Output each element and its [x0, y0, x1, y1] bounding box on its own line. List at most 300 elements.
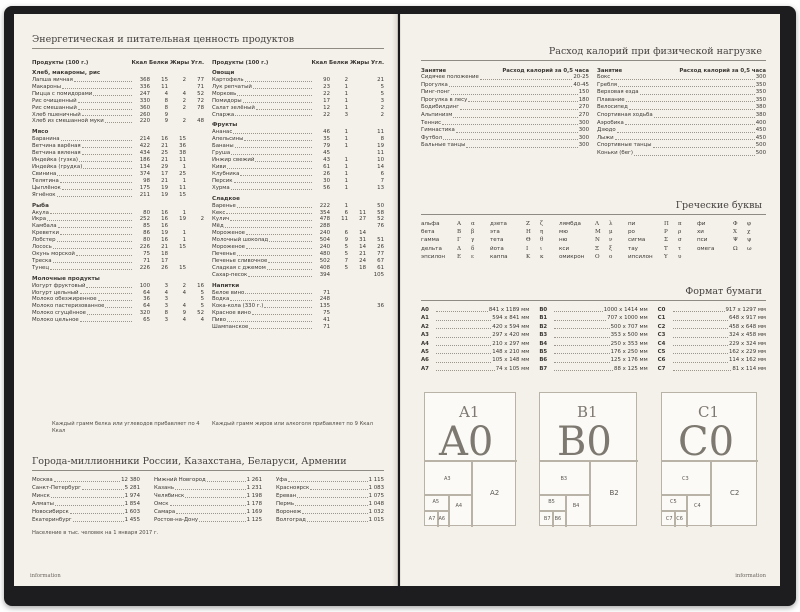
- product-name: Треска: [32, 257, 52, 264]
- greek-lower: φ: [747, 221, 751, 227]
- city-row: [154, 484, 262, 492]
- value-cell: [349, 290, 366, 297]
- product-name: Инжир свежий: [212, 157, 255, 164]
- value-cell: 7: [380, 177, 384, 184]
- leader-dots: [451, 89, 578, 95]
- value-cell: [187, 223, 204, 230]
- leader-dots: [73, 516, 124, 522]
- value-cell: [349, 185, 366, 192]
- paper-column: [539, 306, 647, 373]
- calories-col-2: Занятие Расход калорий за 0,5 часа Бокс 300 Гребля 350 Верховая езда 350 Плавание 350 Велосипед 380 Спортивная ходьба 380 Аэробика 400 Дзюдо 450 Лыжи 450 Спортивные танцы 500 Коньки (бег) 500: [597, 68, 766, 156]
- format-mid-label: A1: [459, 403, 480, 421]
- greek-cell: [490, 220, 559, 228]
- calorie-value: 500: [755, 149, 766, 156]
- value-cell: [187, 265, 204, 272]
- leader-dots: [80, 290, 132, 295]
- value-cell: 26: [323, 170, 330, 177]
- split-line: [686, 494, 688, 528]
- product-name: Варенье: [212, 202, 236, 209]
- city-population: 1 083: [368, 485, 384, 491]
- leader-dots: [93, 91, 132, 96]
- product-name: Белое вино: [212, 289, 245, 296]
- value-cell: [187, 244, 204, 251]
- value-cell: 18: [161, 250, 168, 257]
- paper-column: [658, 306, 766, 373]
- nutrition-values: [313, 317, 384, 324]
- value-cell: 5: [380, 90, 384, 97]
- value-cell: 288: [319, 223, 330, 230]
- nutrition-values: [133, 84, 204, 91]
- format-name: A0: [421, 307, 429, 313]
- paper-row: [658, 356, 766, 364]
- greek-name: омега: [697, 245, 715, 252]
- calorie-row: [421, 127, 589, 135]
- value-cell: 77: [377, 250, 384, 257]
- product-name: Тунец: [32, 264, 49, 271]
- activity-name: Сидячее положение: [421, 74, 479, 80]
- calorie-row: [421, 104, 589, 112]
- format-big-label: A0: [439, 419, 494, 465]
- greek-cell: [421, 228, 490, 236]
- leader-dots: [436, 314, 491, 320]
- city-row: [154, 500, 262, 508]
- leader-dots: [87, 310, 132, 315]
- value-cell: 21: [161, 244, 168, 251]
- nutrition-values: [133, 303, 204, 310]
- value-cell: 226: [139, 244, 150, 251]
- nutrition-values: [313, 272, 384, 279]
- greek-upper: Υ: [664, 253, 668, 260]
- leader-dots: [62, 185, 132, 190]
- value-cell: 71: [197, 83, 204, 90]
- table-row: [212, 105, 384, 112]
- value-cell: 1: [344, 90, 348, 97]
- value-cell: 25: [161, 150, 168, 157]
- nutrition-values: [133, 216, 204, 223]
- value-cell: 2: [182, 77, 186, 83]
- leader-dots: [554, 365, 613, 371]
- paper-row: [539, 331, 647, 339]
- activity-name: Верховая езда: [597, 89, 639, 96]
- split-line: [710, 460, 712, 527]
- city-name: Новосибирск: [32, 509, 69, 515]
- value-cell: 320: [139, 310, 150, 317]
- city-name: Самара: [154, 509, 176, 515]
- value-cell: 15: [179, 191, 186, 198]
- format-label: A3: [444, 476, 451, 483]
- city-name: Омск: [154, 501, 169, 507]
- leader-dots: [78, 98, 132, 103]
- greek-cell: [628, 228, 697, 236]
- greek-cell: [628, 220, 697, 228]
- nutrition-values: [133, 164, 204, 171]
- value-cell: [331, 310, 348, 317]
- value-cell: 211: [139, 191, 150, 198]
- value-cell: 360: [139, 104, 150, 111]
- leader-dots: [237, 251, 312, 256]
- nutrition-values: [133, 77, 204, 84]
- table-row: [32, 84, 204, 91]
- value-cell: 1: [344, 184, 348, 191]
- value-cell: 214: [139, 136, 150, 143]
- value-cell: 5: [344, 244, 348, 251]
- nutrition-values: [313, 143, 384, 150]
- product-name: Печенье: [212, 250, 236, 257]
- leader-dots: [234, 178, 312, 183]
- value-cell: 51: [377, 237, 384, 244]
- city-name: Нижний Новгород: [154, 477, 206, 483]
- calorie-value: 300: [578, 142, 589, 149]
- leader-dots: [74, 77, 132, 82]
- greek-lower: π: [678, 221, 682, 227]
- value-cell: [331, 324, 348, 331]
- value-cell: 52: [377, 216, 384, 223]
- value-cell: 4: [164, 289, 168, 296]
- format-size: 420 x 594 мм: [492, 323, 530, 330]
- product-name: Йогурт цельный: [32, 289, 79, 296]
- greek-cell: [490, 236, 559, 244]
- cities-column: [154, 476, 262, 524]
- nutrition-values: [313, 310, 384, 317]
- calorie-value: 400: [755, 119, 766, 126]
- product-name: Хурма: [212, 184, 230, 191]
- table-row: [212, 210, 384, 217]
- split-line: [589, 460, 591, 527]
- nutrition-values: [313, 244, 384, 251]
- nutrition-values: [133, 98, 204, 105]
- greek-lower: χ: [747, 229, 751, 236]
- product-name: Кекс: [212, 209, 226, 216]
- format-size: 707 x 1000 мм: [607, 315, 648, 322]
- calorie-value: 270: [578, 111, 589, 118]
- leader-dots: [468, 97, 577, 103]
- greek-upper: Χ: [733, 229, 737, 236]
- calorie-row: [421, 120, 589, 128]
- table-row: [32, 223, 204, 230]
- paper-row: [421, 323, 529, 331]
- format-label: C2: [730, 489, 740, 498]
- value-cell: 31: [359, 237, 366, 244]
- value-cell: 2: [182, 118, 186, 125]
- paper-row: [539, 356, 647, 364]
- value-cell: 12: [323, 104, 330, 111]
- leader-dots: [227, 317, 312, 322]
- leader-dots: [634, 150, 755, 156]
- value-cell: [349, 157, 366, 164]
- value-cell: [349, 324, 366, 331]
- city-name: Пермь: [276, 501, 295, 507]
- value-cell: 434: [139, 150, 150, 157]
- leader-dots: [554, 348, 609, 354]
- value-cell: 26: [161, 264, 168, 271]
- paper-diagram: [539, 392, 637, 526]
- value-cell: 2: [344, 77, 348, 83]
- value-cell: [367, 317, 384, 324]
- value-cell: 21: [161, 177, 168, 184]
- leader-dots: [307, 516, 368, 522]
- paper-row: [658, 306, 766, 314]
- format-size: 114 x 162 мм: [728, 357, 766, 364]
- leader-dots: [625, 120, 755, 126]
- value-cell: 19: [161, 191, 168, 198]
- leader-dots: [235, 112, 312, 117]
- format-name: B7: [539, 365, 548, 372]
- greek-cell: [421, 245, 490, 253]
- nutrition-values: [133, 150, 204, 157]
- greek-lower: ζ: [540, 221, 544, 227]
- product-name: Лобстер: [32, 237, 56, 244]
- nutrition-values: [313, 77, 384, 84]
- table-row: [212, 136, 384, 143]
- value-cell: 2: [200, 216, 204, 223]
- value-cell: [349, 77, 366, 84]
- greek-name: ню: [559, 237, 568, 244]
- table-row: [32, 112, 204, 119]
- product-name: Хлеб пшеничный: [32, 111, 81, 118]
- table-row: [32, 164, 204, 171]
- format-big-label: C0: [678, 419, 735, 465]
- greek-name: тета: [490, 237, 504, 244]
- leader-dots: [617, 127, 755, 133]
- city-row: [32, 484, 140, 492]
- value-cell: [187, 192, 204, 199]
- table-row: [32, 157, 204, 164]
- table-row: [32, 265, 204, 272]
- greek-upper: Ε: [457, 253, 462, 260]
- format-size: 353 x 500 мм: [610, 332, 648, 339]
- greek-upper: Ω: [733, 245, 738, 252]
- cities-rule: [32, 470, 384, 471]
- left-page: [14, 14, 398, 586]
- value-cell: 240: [319, 230, 330, 237]
- value-cell: 56: [323, 184, 330, 191]
- value-cell: [187, 136, 204, 143]
- value-cell: 65: [143, 317, 150, 324]
- calorie-value: 500: [755, 142, 766, 149]
- format-label: A7: [428, 516, 436, 523]
- value-cell: 19: [161, 184, 168, 191]
- value-cell: 4: [200, 317, 204, 324]
- value-cell: 11: [377, 129, 384, 136]
- value-cell: [349, 296, 366, 303]
- format-label: B3: [560, 476, 568, 483]
- greek-cell: [421, 220, 490, 228]
- product-name: Спаржа: [212, 111, 235, 118]
- product-name: Ветчина вяленая: [32, 150, 81, 157]
- value-cell: 48: [197, 118, 204, 125]
- leader-dots: [231, 150, 312, 155]
- leader-dots: [653, 142, 755, 148]
- format-size: 841 x 1189 мм: [488, 307, 530, 313]
- product-name: Рис очищенный: [32, 97, 77, 104]
- leader-dots: [673, 306, 725, 312]
- format-size: 297 x 420 мм: [492, 332, 530, 339]
- note-protein: Каждый грамм белка или углеводов прибавляет по 4 Ккал: [52, 421, 200, 434]
- value-cell: 64: [143, 303, 150, 310]
- format-size: 648 x 917 мм: [728, 315, 766, 322]
- value-cell: 75: [143, 250, 150, 257]
- value-cell: 17: [161, 170, 168, 177]
- value-cell: 98: [143, 177, 150, 184]
- nutrition-values: [313, 237, 384, 244]
- value-cell: 67: [377, 257, 384, 264]
- greek-name: [697, 253, 733, 261]
- greek-lower: μ: [609, 229, 613, 236]
- table-row: [212, 237, 384, 244]
- value-cell: 80: [143, 209, 150, 216]
- leader-dots: [79, 157, 132, 162]
- nutrition-values: [133, 265, 204, 272]
- nutrition-values: [313, 230, 384, 237]
- value-cell: 422: [139, 143, 150, 150]
- value-cell: 240: [319, 244, 330, 251]
- format-size: 324 x 458 мм: [728, 332, 766, 339]
- city-population: 1 125: [246, 517, 262, 523]
- cities-note: Население в тыс. человек на 1 января 2017 г.: [32, 530, 159, 536]
- format-label: B5: [548, 498, 555, 505]
- greek-lower: ξ: [609, 245, 613, 252]
- value-cell: 1: [344, 177, 348, 184]
- leader-dots: [466, 142, 577, 148]
- product-name: Ягнёнок: [32, 191, 56, 198]
- split-line: [471, 460, 473, 527]
- format-size: 1000 x 1414 мм: [603, 307, 648, 313]
- greek-name: каппа: [490, 253, 508, 260]
- leader-dots: [673, 356, 728, 362]
- leader-dots: [230, 216, 312, 221]
- table-row: [212, 223, 384, 230]
- city-population: 1 198: [246, 493, 262, 499]
- city-name: Ростов-на-Дону: [154, 517, 199, 523]
- leader-dots: [673, 340, 728, 346]
- footer-left: information: [30, 573, 61, 579]
- nutrition-values: [133, 210, 204, 217]
- value-cell: 15: [161, 77, 168, 83]
- greek-name: йота: [490, 245, 504, 252]
- greek-lower: [747, 253, 761, 261]
- greek-upper: Λ: [595, 221, 600, 227]
- value-cell: [187, 171, 204, 178]
- greek-lower: ω: [747, 245, 752, 252]
- product-name: Креветки: [32, 230, 59, 237]
- section-heading: Молочные продукты: [32, 275, 100, 282]
- leader-dots: [207, 476, 246, 482]
- product-name: Молоко пастеризованное: [32, 303, 105, 310]
- table-row: [212, 203, 384, 210]
- table-row: [32, 296, 204, 303]
- format-label: C7: [665, 516, 673, 523]
- table-row: [212, 258, 384, 265]
- paper-column: [421, 306, 529, 373]
- value-cell: 13: [377, 184, 384, 191]
- value-cell: 408: [319, 264, 330, 271]
- leader-dots: [240, 171, 312, 176]
- format-name: B1: [539, 315, 548, 322]
- table-row: [32, 303, 204, 310]
- calorie-row: [421, 74, 589, 82]
- format-name: B5: [539, 349, 548, 356]
- greek-lower: θ: [540, 237, 544, 244]
- value-cell: 26: [377, 244, 384, 251]
- value-cell: [349, 164, 366, 171]
- value-cell: 6: [344, 230, 348, 237]
- calorie-value: 300: [578, 119, 589, 126]
- leader-dots: [58, 223, 132, 228]
- greek-cell: [697, 245, 766, 253]
- value-cell: 252: [139, 216, 150, 223]
- leader-dots: [82, 150, 132, 155]
- greek-cell: [628, 245, 697, 253]
- product-name: Бананы: [212, 143, 234, 150]
- calorie-value: 270: [578, 104, 589, 111]
- product-name: Ветчина варёная: [32, 143, 81, 150]
- leader-dots: [256, 105, 312, 110]
- format-name: A3: [421, 332, 429, 339]
- format-label: C4: [694, 502, 701, 509]
- table-row: [32, 136, 204, 143]
- leader-dots: [443, 135, 578, 141]
- value-cell: 14: [359, 244, 366, 251]
- nutrition-values: [133, 143, 204, 150]
- table-row: [32, 310, 204, 317]
- value-cell: 16: [161, 237, 168, 244]
- leader-dots: [227, 164, 312, 169]
- value-cell: 21: [377, 77, 384, 83]
- product-name: Молоко обезжиренное: [32, 296, 97, 303]
- table-row: [32, 98, 204, 105]
- value-cell: 134: [139, 163, 150, 170]
- table-row: [212, 296, 384, 303]
- value-cell: 21: [161, 157, 168, 164]
- calorie-value: 380: [755, 111, 766, 118]
- value-cell: 15: [179, 136, 186, 143]
- value-cell: [331, 303, 348, 310]
- nutrition-values: [313, 136, 384, 143]
- table-row: [212, 230, 384, 237]
- value-cell: 41: [323, 317, 330, 324]
- leader-dots: [246, 230, 312, 235]
- greek-name: хи: [697, 229, 704, 236]
- section-heading: Напитки: [212, 282, 240, 289]
- leader-dots: [436, 348, 491, 354]
- product-name: Окунь морской: [32, 250, 75, 257]
- paper-row: [539, 340, 647, 348]
- leader-dots: [554, 331, 609, 337]
- product-name: Ананас: [212, 129, 233, 136]
- format-size: 210 x 297 мм: [492, 340, 530, 347]
- paper-row: [658, 348, 766, 356]
- value-cell: 3: [164, 296, 168, 303]
- leader-dots: [249, 324, 312, 329]
- nutrition-title: Энергетическая и питательная ценность продуктов: [32, 34, 295, 45]
- greek-upper: [733, 253, 747, 261]
- greek-row: [421, 236, 766, 244]
- city-population: 5 281: [124, 485, 140, 491]
- value-cell: 2: [182, 97, 186, 104]
- calorie-value: 150: [578, 89, 589, 96]
- value-cell: 2: [182, 104, 186, 111]
- format-name: A2: [421, 323, 429, 330]
- paper-row: [658, 365, 766, 373]
- value-cell: [367, 324, 384, 331]
- greek-upper: Δ: [457, 245, 462, 252]
- leader-dots: [436, 340, 491, 346]
- calories-title: Расход калорий при физической нагрузке: [548, 46, 762, 57]
- greek-name: бета: [421, 229, 435, 236]
- value-cell: 50: [377, 202, 384, 209]
- greek-upper: Ρ: [664, 229, 668, 236]
- value-cell: [331, 272, 348, 279]
